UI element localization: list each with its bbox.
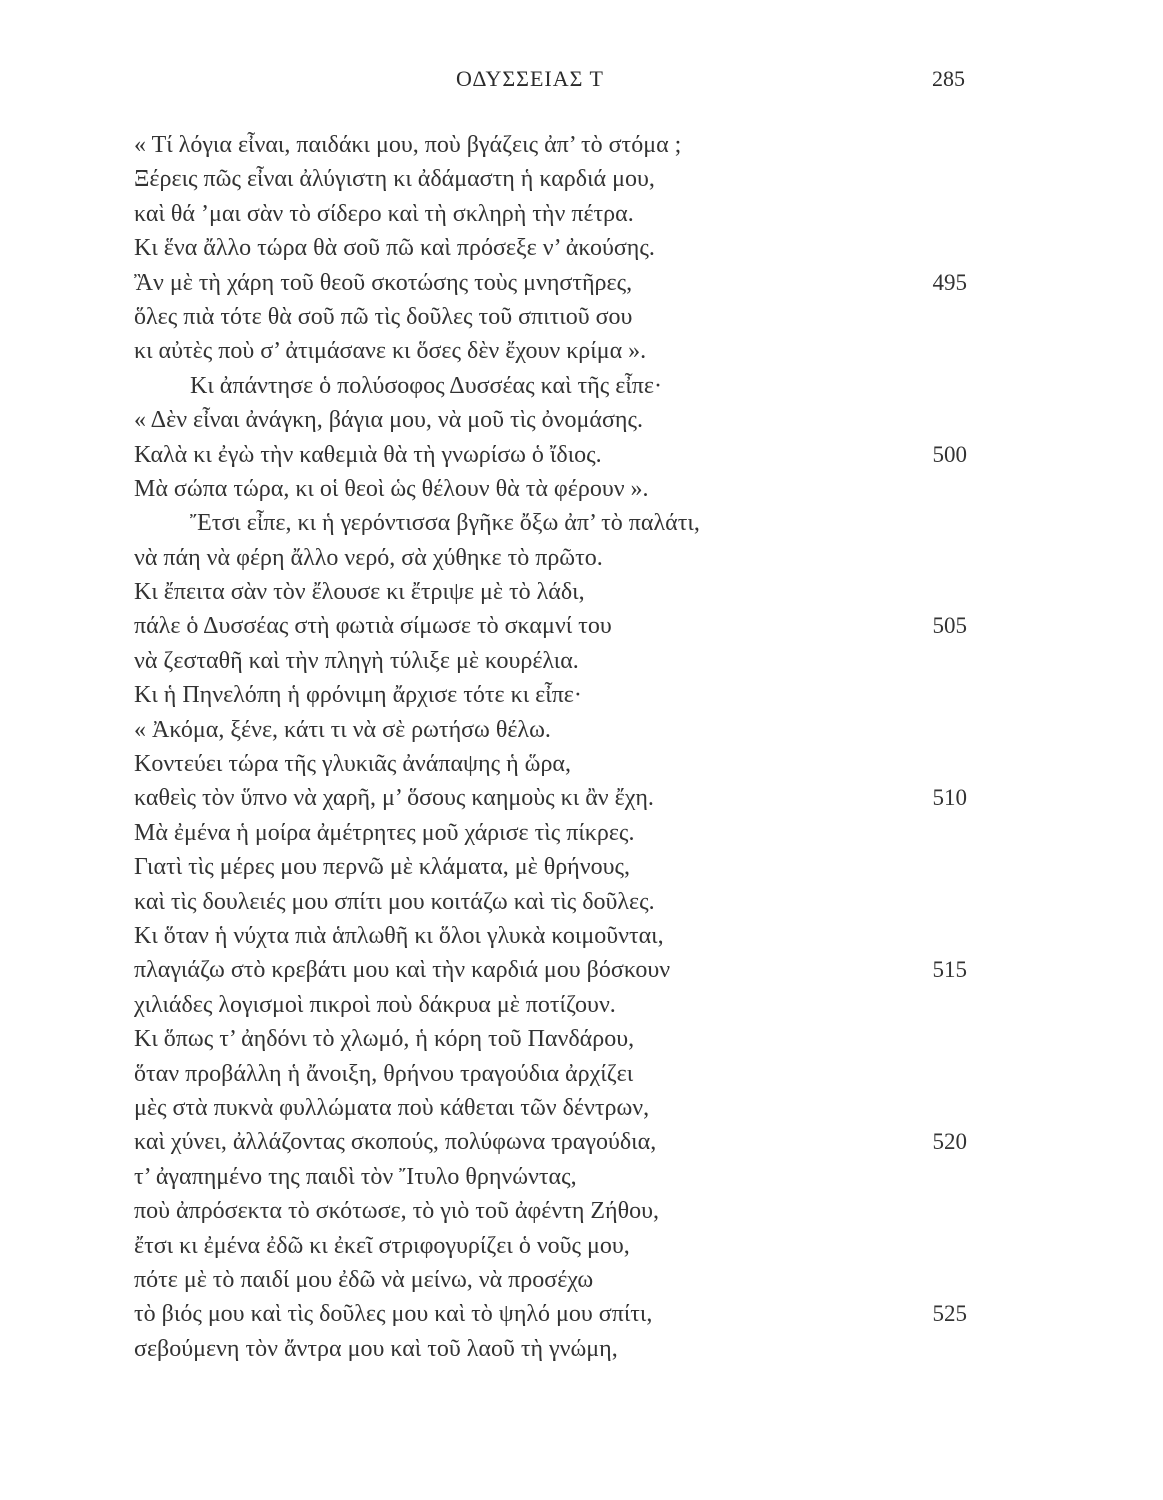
verse-text: Κι ἕνα ἄλλο τώρα θὰ σοῦ πῶ καὶ πρόσεξε ν’ ἀκούσης. (134, 235, 655, 262)
verse-text: Κι ὅταν ἡ νύχτα πιὰ ἁπλωθῆ κι ὅλοι γλυκὰ κοιμοῦνται, (134, 922, 664, 949)
verse-line (0, 403, 1163, 437)
verse-line (0, 1125, 1163, 1159)
verse-line (0, 1297, 1163, 1331)
verse-line (0, 1022, 1163, 1056)
verse-block (0, 128, 1163, 1366)
verse-text: τ’ ἀγαπημένο της παιδὶ τὸν Ἴτυλο θρηνώντας, (134, 1163, 577, 1190)
verse-text: Μὰ ἐμένα ἡ μοίρα ἀμέτρητες μοῦ χάρισε τὶς πίκρες. (134, 819, 635, 846)
verse-text: καὶ τὶς δουλειές μου σπίτι μου κοιτάζω καὶ τὶς δοῦλες. (134, 888, 655, 915)
verse-text: « Τί λόγια εἶναι, παιδάκι μου, ποὺ βγάζεις ἀπ’ τὸ στόμα ; (134, 132, 682, 158)
verse-text: « Ἀκόμα, ξένε, κάτι τι νὰ σὲ ρωτήσω θέλω. (134, 716, 551, 743)
verse-line (0, 747, 1163, 781)
verse-text: Ἔτσι εἶπε, κι ἡ γερόντισσα βγῆκε ὄξω ἀπ’ τὸ παλάτι, (190, 510, 700, 537)
verse-line (0, 644, 1163, 678)
verse-line (0, 506, 1163, 540)
verse-text: Κι ἔπειτα σὰν τὸν ἔλουσε κι ἔτριψε μὲ τὸ λάδι, (134, 579, 585, 606)
line-number: 500 (932, 441, 967, 467)
verse-line (0, 266, 1163, 300)
verse-text: σεβούμενη τὸν ἄντρα μου καὶ τοῦ λαοῦ τὴ γνώμη, (134, 1335, 618, 1362)
verse-line (0, 1091, 1163, 1125)
verse-text: ὅταν προβάλλη ἡ ἄνοιξη, θρήνου τραγούδια ἀρχίζει (134, 1060, 634, 1087)
verse-line (0, 953, 1163, 987)
page-number: 285 (932, 66, 965, 91)
verse-text: Γιατὶ τὶς μέρες μου περνῶ μὲ κλάματα, μὲ θρήνους, (134, 854, 630, 881)
verse-line (0, 885, 1163, 919)
running-title: ΟΔΥΣΣΕΙΑΣ Τ (456, 66, 604, 91)
verse-text: Ξέρεις πῶς εἶναι ἀλύγιστη κι ἀδάμαστη ἡ καρδιά μου, (134, 166, 655, 193)
verse-line (0, 1332, 1163, 1366)
verse-text: κι αὐτὲς ποὺ σ’ ἀτιμάσανε κι ὅσες δὲν ἔχουν κρίμα ». (134, 338, 647, 365)
verse-text: πλαγιάζω στὸ κρεβάτι μου καὶ τὴν καρδιά μου βόσκουν (134, 957, 671, 984)
verse-text: « Δὲν εἶναι ἀνάγκη, βάγια μου, νὰ μοῦ τὶς ὀνομάσης. (134, 407, 643, 434)
verse-text: νὰ πάη νὰ φέρη ἄλλο νερό, σὰ χύθηκε τὸ πρῶτο. (134, 544, 603, 571)
verse-line (0, 1263, 1163, 1297)
verse-text: πάλε ὁ Δυσσέας στὴ φωτιὰ σίμωσε τὸ σκαμνί του (134, 613, 612, 640)
verse-line (0, 988, 1163, 1022)
verse-line (0, 781, 1163, 815)
verse-text: Καλὰ κι ἐγὼ τὴν καθεμιὰ θὰ τὴ γνωρίσω ὁ ἴδιος. (134, 441, 602, 468)
verse-line (0, 678, 1163, 712)
verse-text: χιλιάδες λογισμοὶ πικροὶ ποὺ δάκρυα μὲ ποτίζουν. (134, 991, 616, 1018)
verse-text: μὲς στὰ πυκνὰ φυλλώματα ποὺ κάθεται τῶν δέντρων, (134, 1094, 650, 1121)
verse-line (0, 334, 1163, 368)
line-number: 510 (932, 785, 967, 811)
line-number: 515 (932, 957, 967, 983)
verse-text: ὅλες πιὰ τότε θὰ σοῦ πῶ τὶς δοῦλες τοῦ σπιτιοῦ σου (134, 303, 633, 330)
verse-text: Μὰ σώπα τώρα, κι οἱ θεοὶ ὡς θέλουν θὰ τὰ φέρουν ». (134, 475, 649, 502)
verse-line (0, 850, 1163, 884)
verse-line (0, 1160, 1163, 1194)
verse-line (0, 713, 1163, 747)
line-number: 505 (932, 613, 967, 639)
verse-line (0, 128, 1163, 162)
line-number: 520 (932, 1129, 967, 1155)
verse-text: Κι ἀπάντησε ὁ πολύσοφος Δυσσέας καὶ τῆς εἶπε· (190, 372, 662, 399)
verse-line (0, 1229, 1163, 1263)
verse-text: πότε μὲ τὸ παιδί μου ἐδῶ νὰ μείνω, νὰ προσέχω (134, 1266, 594, 1293)
verse-text: καθεὶς τὸν ὕπνο νὰ χαρῆ, μ’ ὅσους καημοὺς κι ἂν ἔχη. (134, 785, 654, 812)
verse-line (0, 197, 1163, 231)
verse-line (0, 575, 1163, 609)
verse-line (0, 919, 1163, 953)
verse-text: Κι ὅπως τ’ ἀηδόνι τὸ χλωμό, ἡ κόρη τοῦ Πανδάρου, (134, 1026, 635, 1053)
verse-text: ἔτσι κι ἐμένα ἐδῶ κι ἐκεῖ στριφογυρίζει ὁ νοῦς μου, (134, 1232, 630, 1259)
verse-line (0, 1057, 1163, 1091)
verse-line (0, 609, 1163, 643)
verse-text: Ἂν μὲ τὴ χάρη τοῦ θεοῦ σκοτώσης τοὺς μνηστῆρες, (134, 269, 633, 296)
verse-text: τὸ βιός μου καὶ τὶς δοῦλες μου καὶ τὸ ψηλό μου σπίτι, (134, 1301, 653, 1328)
verse-text: καὶ χύνει, ἀλλάζοντας σκοπούς, πολύφωνα τραγούδια, (134, 1129, 657, 1156)
verse-line (0, 369, 1163, 403)
verse-text: νὰ ζεσταθῆ καὶ τὴν πληγὴ τύλιξε μὲ κουρέλια. (134, 647, 579, 674)
verse-line (0, 541, 1163, 575)
verse-line (0, 1194, 1163, 1228)
verse-text: Κοντεύει τώρα τῆς γλυκιᾶς ἀνάπαψης ἡ ὥρα, (134, 751, 572, 778)
line-number: 525 (932, 1301, 967, 1327)
verse-text: Κι ἡ Πηνελόπη ἡ φρόνιμη ἄρχισε τότε κι εἶπε· (134, 682, 582, 709)
verse-line (0, 472, 1163, 506)
verse-line (0, 300, 1163, 334)
verse-text: ποὺ ἀπρόσεκτα τὸ σκότωσε, τὸ γιὸ τοῦ ἀφέντη Ζήθου, (134, 1198, 659, 1225)
running-head (0, 66, 1163, 96)
verse-line (0, 162, 1163, 196)
verse-line (0, 816, 1163, 850)
verse-line (0, 438, 1163, 472)
verse-line (0, 231, 1163, 265)
verse-text: καὶ θά ’μαι σὰν τὸ σίδερο καὶ τὴ σκληρὴ τὴν πέτρα. (134, 200, 634, 227)
line-number: 495 (932, 269, 967, 295)
